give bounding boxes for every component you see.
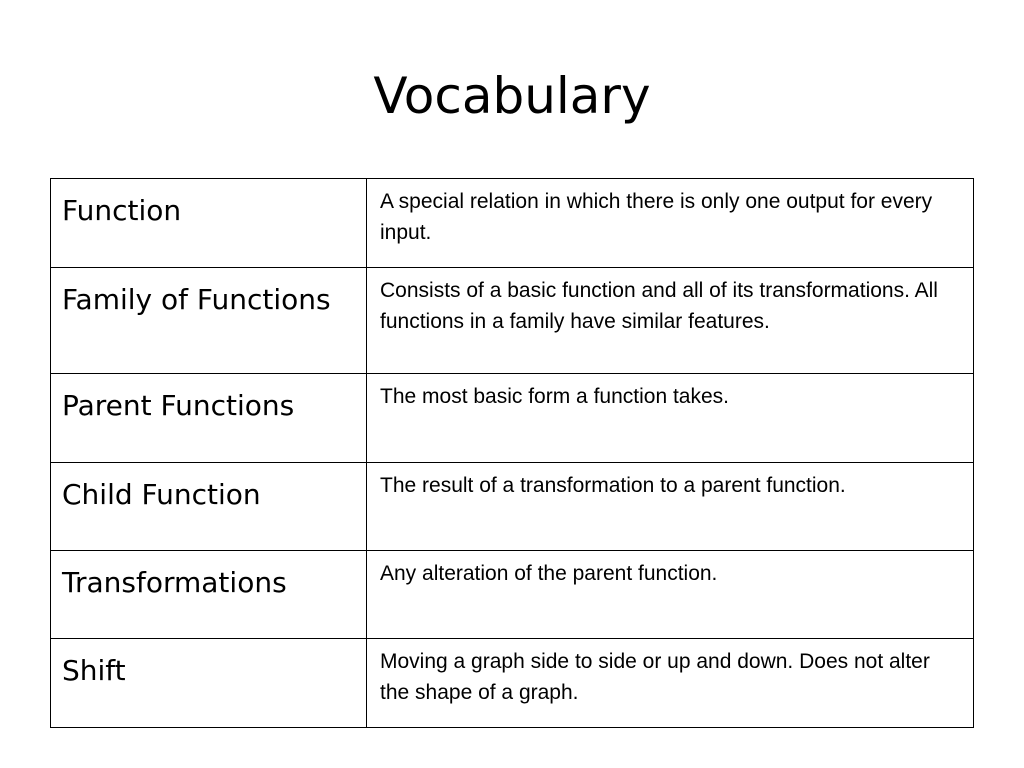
definition-cell: [367, 639, 974, 728]
definition-function: A special relation in which there is only one output for every input.: [380, 190, 933, 244]
definition-cell: [367, 268, 974, 374]
table-row: [51, 639, 974, 728]
definition-cell: [367, 463, 974, 551]
term-parent-functions: Parent Functions: [62, 389, 295, 422]
term-cell: [51, 268, 367, 374]
definition-child-function: The result of a transformation to a parent function.: [380, 474, 846, 497]
slide-title: Vocabulary: [373, 67, 651, 125]
definition-cell: [367, 374, 974, 463]
definition-transformations: Any alteration of the parent function.: [380, 562, 718, 585]
term-cell: [51, 551, 367, 639]
definition-cell: [367, 179, 974, 268]
table-row: [51, 463, 974, 551]
vocabulary-table: [50, 178, 974, 728]
term-cell: [51, 374, 367, 463]
term-cell: [51, 463, 367, 551]
term-shift: Shift: [62, 654, 126, 687]
table-row: [51, 374, 974, 463]
term-function: Function: [62, 194, 182, 227]
definition-parent-functions: The most basic form a function takes.: [380, 385, 729, 408]
term-child-function: Child Function: [62, 478, 261, 511]
table-row: [51, 179, 974, 268]
term-cell: [51, 179, 367, 268]
table-row: [51, 268, 974, 374]
definition-shift: Moving a graph side to side or up and down. Does not alter the shape of a graph.: [380, 650, 930, 704]
term-transformations: Transformations: [62, 566, 287, 599]
term-cell: [51, 639, 367, 728]
table-row: [51, 551, 974, 639]
definition-family-of-functions: Consists of a basic function and all of its transformations. All functions in a family have similar features.: [380, 279, 938, 333]
term-family-of-functions: Family of Functions: [62, 283, 331, 316]
definition-cell: [367, 551, 974, 639]
